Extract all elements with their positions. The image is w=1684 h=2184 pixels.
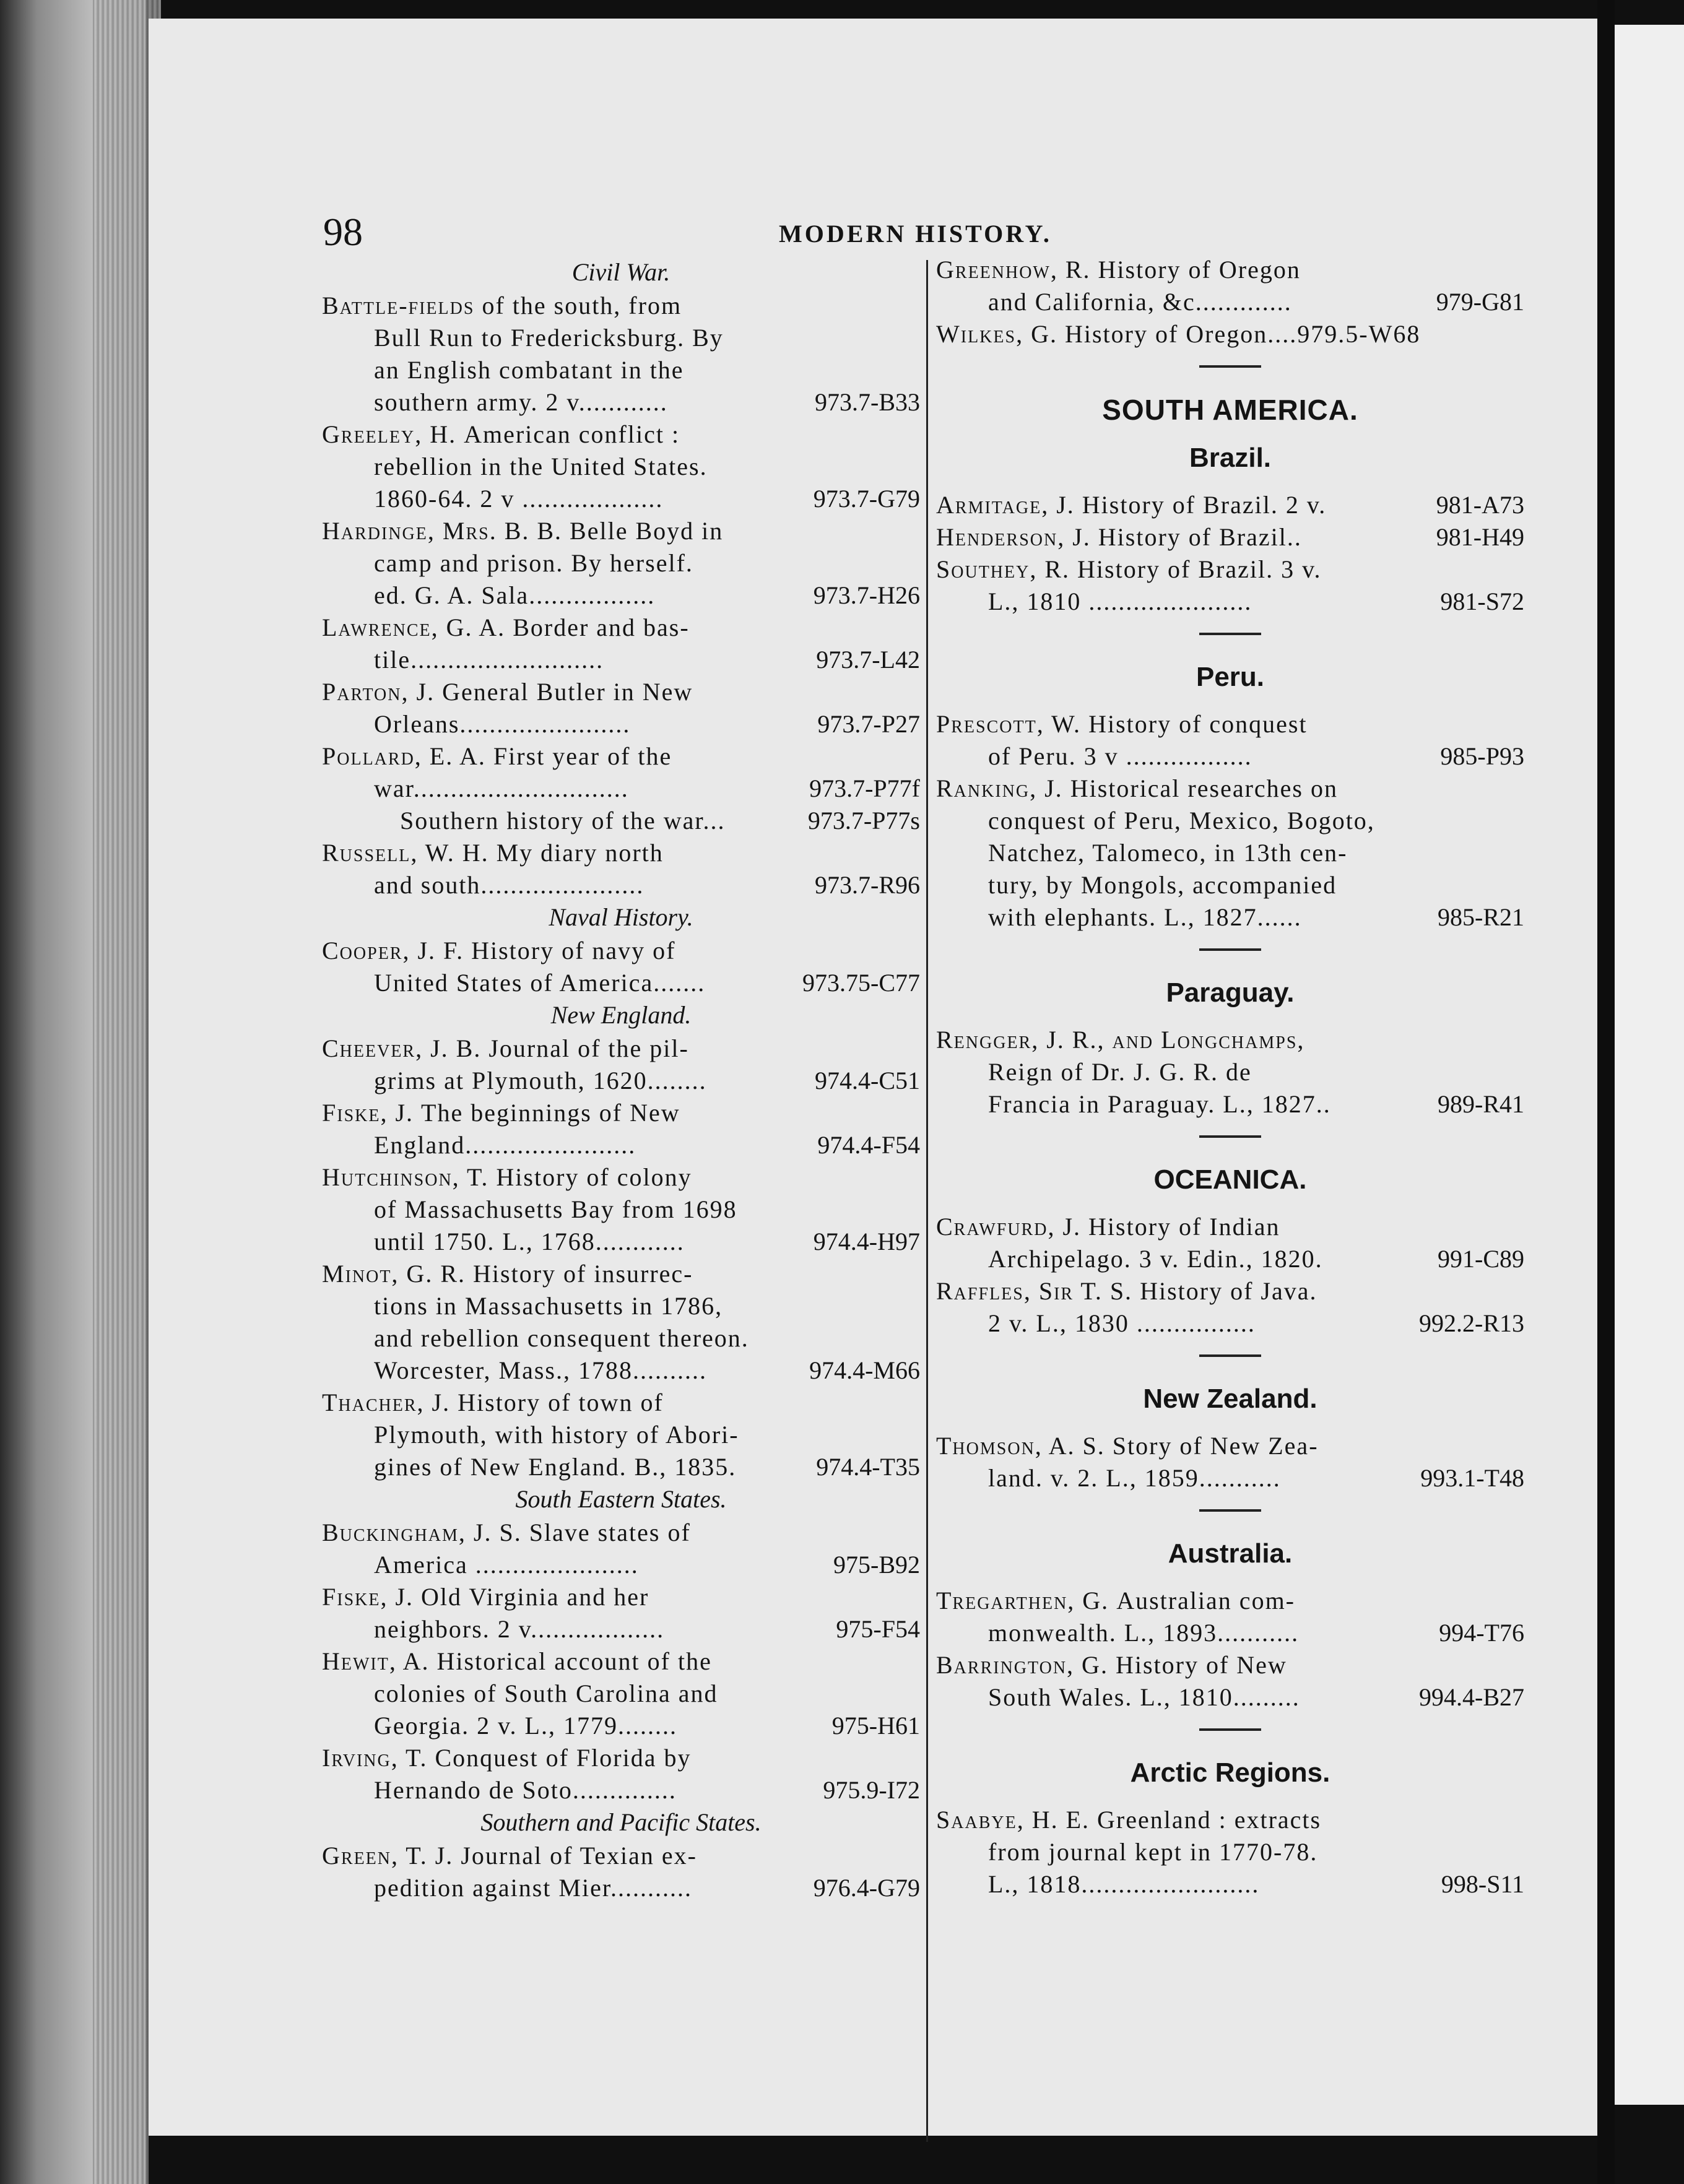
call-number: 975-H61 — [828, 1710, 920, 1742]
catalog-entry — [322, 515, 920, 612]
entry-continuation-line — [936, 1868, 1524, 1900]
entry-text: land. v. 2. L., 1859........... — [988, 1464, 1281, 1492]
entry-text: Greenland : extracts — [1097, 1806, 1322, 1834]
entry-text: History of Indian — [1088, 1213, 1280, 1241]
section-heading: New England. — [550, 1001, 692, 1029]
entry-author: Lawrence, G. A. — [322, 613, 513, 641]
call-number: 994.4-B27 — [1415, 1681, 1524, 1714]
entry-text: conquest of Peru, Mexico, Bogoto, — [988, 807, 1375, 834]
section-heading: Paraguay. — [1166, 977, 1295, 1008]
entry-first-line — [936, 254, 1524, 286]
entry-first-line — [322, 1161, 920, 1194]
entry-first-line — [936, 1211, 1524, 1243]
entry-author: Cheever, J. B. — [322, 1034, 489, 1062]
section-rule — [1199, 1354, 1261, 1357]
call-number: 973.7-L42 — [812, 644, 920, 676]
call-number: 973.7-P77s — [804, 805, 920, 837]
section-rule — [1199, 1509, 1261, 1512]
entry-author: Minot, G. R. — [322, 1260, 474, 1288]
catalog-entry — [322, 612, 920, 676]
section-heading: Peru. — [1196, 662, 1265, 692]
section-heading: OCEANICA. — [1153, 1164, 1307, 1195]
catalog-entry — [936, 553, 1524, 618]
region-heading: SOUTH AMERICA. — [1102, 394, 1358, 426]
call-number: 985-P93 — [1436, 740, 1524, 773]
entry-continuation-line — [322, 1419, 920, 1451]
entry-first-line — [322, 1097, 920, 1129]
entry-author: Rengger, J. R., and Longchamps, — [936, 1026, 1305, 1054]
entry-text: Southern history of the war... — [400, 807, 726, 834]
entry-author: Saabye, H. E. — [936, 1806, 1098, 1834]
scan-bottom-band — [149, 2136, 1597, 2184]
call-number: 974.4-C51 — [811, 1065, 920, 1097]
entry-text: Historical account of the — [436, 1647, 712, 1675]
section-heading: South Eastern States. — [515, 1485, 727, 1513]
running-title: MODERN HISTORY. — [779, 220, 1052, 248]
catalog-entry — [322, 1387, 920, 1483]
section-heading: Brazil. — [1189, 443, 1272, 473]
section-heading: New Zealand. — [1143, 1384, 1317, 1414]
entry-first-line — [322, 1581, 920, 1613]
entry-continuation-line — [322, 354, 920, 386]
entry-author: Greeley, H. — [322, 420, 464, 448]
section-heading: Australia. — [1168, 1538, 1293, 1569]
column-divider — [926, 260, 928, 2142]
entry-text: General Butler in New — [442, 678, 693, 706]
entry-text: The beginnings of New — [421, 1099, 680, 1127]
entry-first-line — [936, 553, 1524, 586]
entry-text: America ...................... — [374, 1551, 639, 1579]
entry-text: monwealth. L., 1893........... — [988, 1619, 1300, 1647]
entry-continuation-line — [936, 1836, 1524, 1868]
entry-author: Henderson, J. — [936, 523, 1098, 551]
catalog-entry — [936, 1585, 1524, 1649]
entry-text: ed. G. A. Sala................. — [374, 581, 656, 609]
catalog-entry — [322, 290, 920, 418]
entry-text: History of conquest — [1088, 710, 1308, 738]
entry-author: Barrington, G. — [936, 1651, 1116, 1679]
entry-text: Plymouth, with history of Abori- — [374, 1421, 739, 1449]
entry-first-line — [322, 676, 920, 708]
entry-first-line — [936, 1804, 1524, 1836]
entry-continuation-line — [322, 451, 920, 483]
entry-text: Archipelago. 3 v. Edin., 1820. — [988, 1245, 1323, 1273]
entry-author: Parton, J. — [322, 678, 443, 706]
entry-continuation-line — [936, 869, 1524, 901]
call-number: 973.7-R96 — [811, 869, 920, 901]
call-number: 991-C89 — [1434, 1243, 1524, 1275]
entry-author: Tregarthen, G. — [936, 1587, 1117, 1614]
right-column — [936, 254, 1524, 1900]
entry-text: grims at Plymouth, 1620........ — [374, 1067, 707, 1094]
entry-text: Hernando de Soto.............. — [374, 1776, 677, 1804]
call-number: 985-R21 — [1434, 901, 1524, 934]
entry-text: L., 1810 ...................... — [988, 587, 1252, 615]
entry-first-line — [322, 1645, 920, 1678]
call-number: 979-G81 — [1433, 286, 1524, 318]
entry-author: Ranking, J. — [936, 774, 1070, 802]
entry-text: Border and bas- — [513, 613, 690, 641]
catalog-entry — [322, 1645, 920, 1742]
call-number: 992.2-R13 — [1415, 1307, 1524, 1340]
entry-text: History of Brazil.. — [1098, 523, 1302, 551]
entry-text: tury, by Mongols, accompanied — [988, 871, 1337, 899]
left-column — [322, 254, 920, 1904]
entry-author: Crawfurd, J. — [936, 1213, 1089, 1241]
entry-first-line — [936, 1585, 1524, 1617]
catalog-entry — [936, 1275, 1524, 1340]
section-heading: Southern and Pacific States. — [480, 1808, 762, 1836]
call-number: 975-F54 — [832, 1613, 920, 1645]
entry-text: First year of the — [493, 742, 672, 770]
entry-text: 1860-64. 2 v ................... — [374, 485, 664, 513]
entry-first-line — [936, 1430, 1524, 1462]
section-rule — [1199, 633, 1261, 635]
catalog-entry — [322, 1742, 920, 1806]
entry-text: Old Virginia and her — [421, 1583, 649, 1611]
entry-continuation-line — [322, 1613, 920, 1645]
entry-author: Irving, T. — [322, 1744, 435, 1772]
call-number: 973.7-H26 — [810, 579, 920, 612]
entry-text: American conflict : — [464, 420, 680, 448]
entry-text: United States of America....... — [374, 969, 706, 997]
entry-text: with elephants. L., 1827...... — [988, 903, 1302, 931]
entry-text: History of town of — [458, 1389, 664, 1416]
entry-author: Hardinge, Mrs. B. B. — [322, 517, 570, 545]
section-heading: Arctic Regions. — [1130, 1757, 1330, 1788]
entry-author: Buckingham, J. S. — [322, 1519, 529, 1546]
entry-text: Australian com- — [1116, 1587, 1295, 1614]
entry-text: History of insurrec- — [473, 1260, 693, 1288]
entry-text: Slave states of — [529, 1519, 691, 1546]
section-heading: Naval History. — [549, 903, 693, 931]
entry-text: History of colony — [496, 1163, 692, 1191]
entry-continuation-line — [322, 1290, 920, 1322]
entry-text: History of Java. — [1140, 1277, 1317, 1305]
catalog-entry — [936, 1649, 1524, 1714]
call-number: 974.4-H97 — [810, 1226, 920, 1258]
entry-text: of the south, from — [482, 292, 682, 319]
entry-text: of Massachusetts Bay from 1698 — [374, 1195, 737, 1223]
entry-author: Cooper, J. F. — [322, 937, 472, 964]
catalog-entry — [322, 676, 920, 740]
catalog-entry — [322, 935, 920, 999]
call-number: 975-B92 — [830, 1549, 920, 1581]
entry-first-line — [322, 1517, 920, 1549]
catalog-entry — [322, 1258, 920, 1387]
entry-text: an English combatant in the — [374, 356, 684, 384]
entry-continuation-line — [322, 1194, 920, 1226]
entry-first-line — [322, 1840, 920, 1872]
entry-text: England....................... — [374, 1131, 636, 1159]
entry-continuation-line — [322, 547, 920, 579]
entry-first-line — [936, 1649, 1524, 1681]
entry-text: tions in Massachusetts in 1786, — [374, 1292, 723, 1320]
entry-text: History of Brazil. 3 v. — [1077, 555, 1322, 583]
entry-text: Natchez, Talomeco, in 13th cen- — [988, 839, 1348, 867]
catalog-entry — [936, 318, 1524, 350]
entry-text: camp and prison. By herself. — [374, 549, 693, 577]
facing-page-edge — [1615, 25, 1684, 2105]
entry-text: Journal of the pil- — [488, 1034, 689, 1062]
entry-continuation-line — [322, 322, 920, 354]
entry-text: from journal kept in 1770-78. — [988, 1838, 1318, 1866]
entry-author: Southey, R. — [936, 555, 1078, 583]
entry-first-line — [322, 837, 920, 869]
page-number: 98 — [323, 210, 363, 254]
catalog-entry — [322, 1161, 920, 1258]
entry-continuation-line — [322, 1678, 920, 1710]
entry-first-line — [322, 1033, 920, 1065]
catalog-entry — [322, 740, 920, 805]
call-number: 973.7-B33 — [811, 386, 920, 418]
section-heading: Civil War. — [571, 258, 671, 286]
catalog-entry — [936, 521, 1524, 553]
call-number: 976.4-G79 — [810, 1872, 920, 1904]
entry-text: Georgia. 2 v. L., 1779........ — [374, 1712, 677, 1740]
entry-text: South Wales. L., 1810......... — [988, 1683, 1300, 1711]
entry-first-line — [322, 1387, 920, 1419]
entry-text: Story of New Zea- — [1112, 1432, 1319, 1460]
entry-text: My diary north — [496, 839, 664, 867]
entry-author: Thacher, J. — [322, 1389, 458, 1416]
entry-author: Thomson, A. S. — [936, 1432, 1113, 1460]
entry-author: Green, T. J. — [322, 1842, 461, 1870]
catalog-entry — [936, 708, 1524, 773]
entry-author: Fiske, J. — [322, 1583, 422, 1611]
catalog-entry — [322, 837, 920, 901]
catalog-entry — [936, 773, 1524, 934]
entry-text: History of Oregon....979.5-W68 — [1064, 320, 1421, 348]
entry-text: rebellion in the United States. — [374, 453, 708, 480]
catalog-entry — [936, 489, 1524, 521]
entry-text: History of New — [1115, 1651, 1287, 1679]
book-gutter — [1597, 0, 1615, 2184]
entry-continuation-line — [936, 805, 1524, 837]
catalog-entry — [322, 418, 920, 515]
entry-text: until 1750. L., 1768............ — [374, 1228, 685, 1255]
entry-first-line — [936, 1024, 1524, 1056]
call-number: 973.7-G79 — [810, 483, 920, 515]
call-number: 974.4-F54 — [814, 1129, 920, 1161]
entry-text: of Peru. 3 v ................. — [988, 742, 1252, 770]
entry-text: southern army. 2 v............ — [374, 388, 668, 416]
catalog-entry — [322, 1033, 920, 1097]
entry-author: Raffles, Sir T. S. — [936, 1277, 1140, 1305]
call-number: 981-A73 — [1433, 489, 1524, 521]
entry-text: 2 v. L., 1830 ................ — [988, 1309, 1256, 1337]
call-number: 973.7-P27 — [814, 708, 920, 740]
section-rule — [1199, 1135, 1261, 1138]
entry-text: Francia in Paraguay. L., 1827.. — [988, 1090, 1331, 1118]
entry-continuation-line — [936, 1056, 1524, 1088]
entry-first-line — [322, 612, 920, 644]
catalog-entry — [322, 1517, 920, 1581]
entry-text: and rebellion consequent thereon. — [374, 1324, 749, 1352]
call-number: 973.75-C77 — [799, 967, 920, 999]
call-number: 989-R41 — [1434, 1088, 1524, 1120]
entry-first-line — [322, 290, 920, 322]
call-number: 975.9-I72 — [819, 1774, 920, 1806]
page-header — [0, 207, 1684, 257]
entry-continuation-line — [936, 837, 1524, 869]
catalog-entry — [936, 254, 1524, 318]
entry-first-line — [322, 1258, 920, 1290]
catalog-entry — [936, 1430, 1524, 1494]
entry-text: Conquest of Florida by — [435, 1744, 692, 1772]
entry-text: Journal of Texian ex- — [461, 1842, 697, 1870]
entry-author: Armitage, J. — [936, 491, 1082, 519]
catalog-entry — [322, 1840, 920, 1904]
section-rule — [1199, 948, 1261, 951]
entry-text: neighbors. 2 v.................. — [374, 1615, 665, 1643]
entry-text: and south...................... — [374, 871, 645, 899]
entry-first-line — [322, 1742, 920, 1774]
entry-text: Reign of Dr. J. G. R. de — [988, 1058, 1252, 1086]
entry-first-line — [322, 935, 920, 967]
entry-text: tile.......................... — [374, 646, 604, 674]
entry-author: Hutchinson, T. — [322, 1163, 497, 1191]
catalog-entry — [936, 1024, 1524, 1120]
entry-author: Russell, W. H. — [322, 839, 497, 867]
entry-text: Belle Boyd in — [570, 517, 724, 545]
entry-first-line — [936, 773, 1524, 805]
entry-first-line — [322, 515, 920, 547]
call-number: 974.4-M66 — [805, 1354, 920, 1387]
entry-first-line — [936, 318, 1524, 350]
catalog-entry — [322, 1097, 920, 1161]
catalog-entry — [322, 1581, 920, 1645]
catalog-entry — [936, 1804, 1524, 1900]
entry-first-line — [936, 708, 1524, 740]
call-number: 981-S72 — [1436, 586, 1524, 618]
entry-text: pedition against Mier........... — [374, 1874, 692, 1902]
catalog-entry — [936, 1211, 1524, 1275]
call-number: 998-S11 — [1438, 1868, 1524, 1900]
entry-text: History of Brazil. 2 v. — [1082, 491, 1327, 519]
entry-text: and California, &c............. — [988, 288, 1292, 316]
entry-text: L., 1818........................ — [988, 1870, 1260, 1898]
entry-author: Hewit, A. — [322, 1647, 437, 1675]
call-number: 993.1-T48 — [1417, 1462, 1524, 1494]
section-rule — [1199, 1728, 1261, 1731]
entry-continuation-line — [322, 1322, 920, 1354]
entry-text: Historical researches on — [1070, 774, 1338, 802]
entry-first-line — [936, 1275, 1524, 1307]
entry-author: Prescott, W. — [936, 710, 1089, 738]
section-rule — [1199, 365, 1261, 368]
entry-author: Wilkes, G. — [936, 320, 1065, 348]
entry-author: Pollard, E. A. — [322, 742, 493, 770]
entry-first-line — [322, 418, 920, 451]
call-number: 974.4-T35 — [812, 1451, 920, 1483]
entry-text: History of navy of — [471, 937, 676, 964]
catalog-entry — [322, 805, 920, 837]
entry-author: Battle-fields — [322, 292, 482, 319]
entry-text: Bull Run to Fredericksburg. By — [374, 324, 724, 352]
entry-text: History of Oregon — [1098, 256, 1301, 284]
entry-text: colonies of South Carolina and — [374, 1679, 718, 1707]
entry-author: Fiske, J. — [322, 1099, 422, 1127]
entry-text: Orleans....................... — [374, 710, 631, 738]
entry-text: Worcester, Mass., 1788.......... — [374, 1356, 707, 1384]
entry-first-line — [322, 740, 920, 773]
call-number: 973.7-P77f — [805, 773, 920, 805]
entry-text: gines of New England. B., 1835. — [374, 1453, 737, 1481]
entry-author: Greenhow, R. — [936, 256, 1098, 284]
call-number: 994-T76 — [1435, 1617, 1524, 1649]
call-number: 981-H49 — [1433, 521, 1524, 553]
entry-text: war............................. — [374, 774, 629, 802]
